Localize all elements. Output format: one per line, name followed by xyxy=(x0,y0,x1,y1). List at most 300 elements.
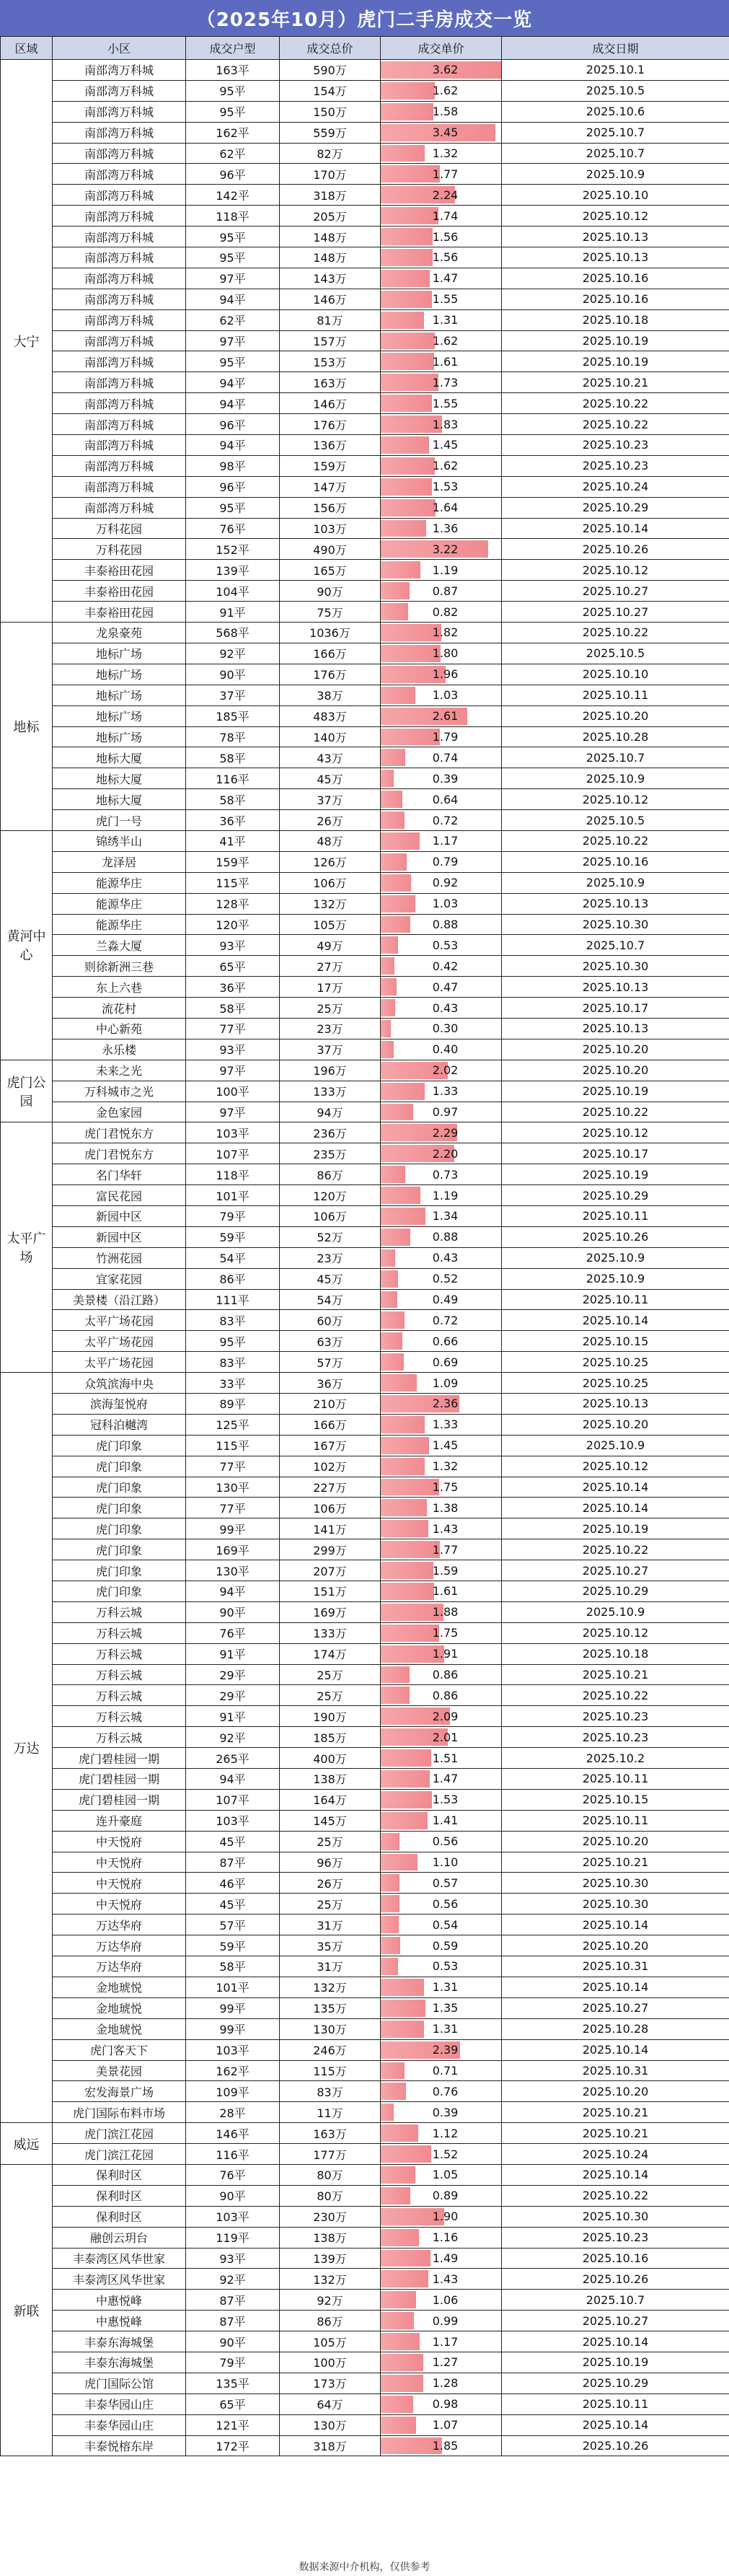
total-price-cell: 141万 xyxy=(280,1518,381,1539)
date-cell: 2025.10.20 xyxy=(502,1039,729,1060)
unit-price-cell xyxy=(381,289,502,309)
unit-price-bar xyxy=(381,2375,423,2392)
unit-price-value: 1.35 xyxy=(432,2001,459,2015)
total-price-cell: 35万 xyxy=(280,1935,381,1956)
date-cell: 2025.10.14 xyxy=(502,1310,729,1331)
unit-price-value: 1.03 xyxy=(432,897,459,911)
unit-price-bar xyxy=(381,916,410,933)
unit-price-bar xyxy=(381,1270,398,1288)
unit-price-cell xyxy=(381,956,502,977)
community-cell: 虎门印象 xyxy=(53,1498,186,1518)
date-cell: 2025.10.22 xyxy=(502,414,729,435)
unit-price-cell xyxy=(381,747,502,768)
header-layout: 成交户型 xyxy=(186,37,280,60)
community-cell: 地标广场 xyxy=(53,726,186,747)
table-row xyxy=(1,80,729,101)
total-price-cell: 1036万 xyxy=(280,623,381,643)
layout-cell: 95平 xyxy=(186,351,280,372)
unit-price-bar xyxy=(381,1104,413,1121)
unit-price-cell xyxy=(381,518,502,539)
total-price-cell: 150万 xyxy=(280,101,381,122)
unit-price-value: 1.62 xyxy=(432,84,459,98)
date-cell: 2025.10.11 xyxy=(502,1810,729,1831)
date-cell: 2025.10.27 xyxy=(502,581,729,602)
unit-price-value: 2.61 xyxy=(432,709,459,724)
table-row xyxy=(1,60,729,81)
unit-price-bar xyxy=(381,1895,399,1912)
total-price-cell: 490万 xyxy=(280,539,381,560)
community-cell: 南部湾万科城 xyxy=(53,164,186,185)
unit-price-cell xyxy=(381,1435,502,1456)
total-price-cell: 164万 xyxy=(280,1789,381,1810)
date-cell: 2025.10.19 xyxy=(502,1518,729,1539)
total-price-cell: 132万 xyxy=(280,2269,381,2290)
unit-price-bar xyxy=(381,2104,394,2121)
layout-cell: 92平 xyxy=(186,2269,280,2290)
unit-price-cell xyxy=(381,2248,502,2269)
community-cell: 万科城市之光 xyxy=(53,1081,186,1102)
unit-price-cell xyxy=(381,2269,502,2290)
table-row xyxy=(1,643,729,664)
total-price-cell: 45万 xyxy=(280,1268,381,1289)
unit-price-value: 0.97 xyxy=(432,1104,459,1119)
table-row xyxy=(1,2123,729,2144)
unit-price-bar xyxy=(381,1812,428,1829)
unit-price-value: 1.56 xyxy=(432,250,459,265)
community-cell: 中惠悦峰 xyxy=(53,2290,186,2311)
unit-price-bar xyxy=(381,874,411,892)
layout-cell: 159平 xyxy=(186,851,280,872)
table-row xyxy=(1,1268,729,1289)
unit-price-cell xyxy=(381,1185,502,1206)
table-row xyxy=(1,872,729,893)
unit-price-cell xyxy=(381,1018,502,1039)
date-cell: 2025.10.27 xyxy=(502,2311,729,2331)
unit-price-cell xyxy=(381,1601,502,1622)
date-cell: 2025.10.9 xyxy=(502,1601,729,1622)
unit-price-cell xyxy=(381,2290,502,2311)
unit-price-value: 1.17 xyxy=(432,834,459,848)
date-cell: 2025.10.22 xyxy=(502,830,729,851)
table-row xyxy=(1,1935,729,1956)
layout-cell: 104平 xyxy=(186,581,280,602)
unit-price-cell xyxy=(381,2102,502,2123)
community-cell: 虎门国际布料市场 xyxy=(53,2102,186,2123)
community-cell: 万科云城 xyxy=(53,1685,186,1706)
community-cell: 融创云玥台 xyxy=(53,2227,186,2248)
total-price-cell: 25万 xyxy=(280,998,381,1019)
table-row xyxy=(1,2352,729,2373)
unit-price-bar xyxy=(381,1437,429,1454)
unit-price-bar xyxy=(381,1228,410,1246)
community-cell: 丰泰裕田花园 xyxy=(53,602,186,623)
table-row xyxy=(1,2311,729,2331)
community-cell: 美景花园 xyxy=(53,2060,186,2081)
community-cell: 虎门印象 xyxy=(53,1456,186,1477)
layout-cell: 92平 xyxy=(186,1727,280,1748)
unit-price-bar xyxy=(381,2000,425,2017)
community-cell: 流花村 xyxy=(53,998,186,1019)
community-cell: 虎门滨江花园 xyxy=(53,2144,186,2165)
total-price-cell: 80万 xyxy=(280,2185,381,2206)
date-cell: 2025.10.19 xyxy=(502,1081,729,1102)
table-row xyxy=(1,1997,729,2018)
total-price-cell: 23万 xyxy=(280,1247,381,1268)
unit-price-value: 0.82 xyxy=(432,605,459,619)
unit-price-cell xyxy=(381,1164,502,1185)
community-cell: 中天悦府 xyxy=(53,1852,186,1873)
date-cell: 2025.10.31 xyxy=(502,2060,729,2081)
total-price-cell: 31万 xyxy=(280,1956,381,1977)
unit-price-cell xyxy=(381,2352,502,2373)
table-row xyxy=(1,1185,729,1206)
unit-price-value: 0.71 xyxy=(432,2063,459,2078)
table-row xyxy=(1,726,729,747)
layout-cell: 77平 xyxy=(186,1018,280,1039)
unit-price-bar xyxy=(381,1249,395,1267)
unit-price-cell xyxy=(381,1205,502,1226)
date-cell: 2025.10.22 xyxy=(502,1685,729,1706)
total-price-cell: 299万 xyxy=(280,1539,381,1560)
community-cell: 中惠悦峰 xyxy=(53,2311,186,2331)
total-price-cell: 166万 xyxy=(280,643,381,664)
unit-price-value: 1.61 xyxy=(432,1584,459,1599)
unit-price-value: 1.09 xyxy=(432,1376,459,1390)
total-price-cell: 94万 xyxy=(280,1102,381,1122)
date-cell: 2025.10.16 xyxy=(502,289,729,309)
table-row xyxy=(1,1748,729,1769)
layout-cell: 58平 xyxy=(186,747,280,768)
layout-cell: 118平 xyxy=(186,206,280,227)
community-cell: 竹洲花园 xyxy=(53,1247,186,1268)
unit-price-value: 1.62 xyxy=(432,334,459,348)
header-date: 成交日期 xyxy=(502,37,729,60)
total-price-cell: 318万 xyxy=(280,185,381,206)
table-row xyxy=(1,2269,729,2290)
community-cell: 滨海玺悦府 xyxy=(53,1394,186,1415)
unit-price-bar xyxy=(381,1854,417,1871)
table-row xyxy=(1,1247,729,1268)
unit-price-value: 1.33 xyxy=(432,1417,459,1432)
table-row xyxy=(1,1498,729,1518)
layout-cell: 86平 xyxy=(186,1268,280,1289)
total-price-cell: 151万 xyxy=(280,1581,381,1602)
unit-price-value: 1.58 xyxy=(432,105,459,119)
date-cell: 2025.10.15 xyxy=(502,1789,729,1810)
date-cell: 2025.10.14 xyxy=(502,2164,729,2185)
community-cell: 丰泰湾区风华世家 xyxy=(53,2269,186,2290)
date-cell: 2025.10.21 xyxy=(502,1664,729,1685)
unit-price-value: 1.45 xyxy=(432,438,459,452)
unit-price-value: 1.49 xyxy=(432,2251,459,2265)
table-row xyxy=(1,1018,729,1039)
unit-price-value: 0.88 xyxy=(432,917,459,931)
header-community: 小区 xyxy=(53,37,186,60)
layout-cell: 111平 xyxy=(186,1289,280,1310)
date-cell: 2025.10.9 xyxy=(502,768,729,789)
unit-price-value: 1.31 xyxy=(432,313,459,328)
community-cell: 永乐楼 xyxy=(53,1039,186,1060)
region-cell: 威远 xyxy=(1,2123,53,2165)
unit-price-value: 1.06 xyxy=(432,2293,459,2307)
unit-price-value: 0.52 xyxy=(432,1272,459,1286)
community-cell: 龙泽居 xyxy=(53,851,186,872)
layout-cell: 90平 xyxy=(186,1601,280,1622)
unit-price-bar xyxy=(381,812,405,829)
date-cell: 2025.10.12 xyxy=(502,789,729,810)
community-cell: 金地琥悦 xyxy=(53,1977,186,1997)
total-price-cell: 153万 xyxy=(280,351,381,372)
unit-price-bar xyxy=(381,2021,424,2038)
layout-cell: 77平 xyxy=(186,1498,280,1518)
unit-price-cell xyxy=(381,268,502,289)
date-cell: 2025.10.5 xyxy=(502,80,729,101)
total-price-cell: 26万 xyxy=(280,810,381,831)
community-cell: 虎门印象 xyxy=(53,1539,186,1560)
community-cell: 南部湾万科城 xyxy=(53,101,186,122)
total-price-cell: 145万 xyxy=(280,1810,381,1831)
community-cell: 未来之光 xyxy=(53,1060,186,1081)
total-price-cell: 170万 xyxy=(280,164,381,185)
date-cell: 2025.10.22 xyxy=(502,1102,729,1122)
table-header-row xyxy=(1,37,729,60)
unit-price-value: 0.47 xyxy=(432,980,459,994)
transaction-table xyxy=(0,36,729,2456)
date-cell: 2025.10.9 xyxy=(502,872,729,893)
table-row xyxy=(1,2435,729,2456)
unit-price-cell xyxy=(381,1331,502,1352)
layout-cell: 36平 xyxy=(186,810,280,831)
total-price-cell: 37万 xyxy=(280,1039,381,1060)
date-cell: 2025.10.18 xyxy=(502,309,729,330)
community-cell: 兰淼大厦 xyxy=(53,935,186,956)
total-price-cell: 57万 xyxy=(280,1352,381,1373)
layout-cell: 65平 xyxy=(186,2393,280,2414)
unit-price-value: 0.43 xyxy=(432,1251,459,1265)
layout-cell: 45平 xyxy=(186,1831,280,1852)
date-cell: 2025.10.16 xyxy=(502,268,729,289)
total-price-cell: 227万 xyxy=(280,1477,381,1498)
unit-price-cell xyxy=(381,581,502,602)
total-price-cell: 143万 xyxy=(280,268,381,289)
community-cell: 保利时区 xyxy=(53,2164,186,2185)
unit-price-value: 1.33 xyxy=(432,1084,459,1099)
unit-price-cell xyxy=(381,330,502,351)
unit-price-bar xyxy=(381,1937,400,1954)
date-cell: 2025.10.9 xyxy=(502,1247,729,1268)
unit-price-cell xyxy=(381,560,502,581)
unit-price-cell xyxy=(381,2311,502,2331)
community-cell: 南部湾万科城 xyxy=(53,143,186,164)
unit-price-value: 0.57 xyxy=(432,1876,459,1890)
unit-price-cell xyxy=(381,80,502,101)
community-cell: 南部湾万科城 xyxy=(53,247,186,268)
layout-cell: 109平 xyxy=(186,2081,280,2102)
date-cell: 2025.10.27 xyxy=(502,602,729,623)
total-price-cell: 106万 xyxy=(280,1498,381,1518)
unit-price-bar xyxy=(381,1979,424,1996)
total-price-cell: 148万 xyxy=(280,227,381,247)
unit-price-bar xyxy=(381,2250,430,2267)
community-cell: 丰泰悦榕东岸 xyxy=(53,2435,186,2456)
date-cell: 2025.10.7 xyxy=(502,747,729,768)
unit-price-value: 0.43 xyxy=(432,1001,459,1015)
total-price-cell: 132万 xyxy=(280,1977,381,1997)
date-cell: 2025.10.29 xyxy=(502,1185,729,1206)
unit-price-value: 1.34 xyxy=(432,1209,459,1223)
unit-price-cell xyxy=(381,1706,502,1727)
community-cell: 丰泰裕田花园 xyxy=(53,581,186,602)
unit-price-cell xyxy=(381,414,502,435)
table-row xyxy=(1,1560,729,1581)
layout-cell: 115平 xyxy=(186,1435,280,1456)
total-price-cell: 136万 xyxy=(280,435,381,456)
layout-cell: 33平 xyxy=(186,1373,280,1394)
table-row xyxy=(1,1310,729,1331)
table-row xyxy=(1,206,729,227)
table-row xyxy=(1,247,729,268)
unit-price-cell xyxy=(381,810,502,831)
date-cell: 2025.10.19 xyxy=(502,351,729,372)
unit-price-cell xyxy=(381,768,502,789)
community-cell: 万科云城 xyxy=(53,1706,186,1727)
total-price-cell: 25万 xyxy=(280,1685,381,1706)
table-row xyxy=(1,435,729,456)
community-cell: 虎门国际公馆 xyxy=(53,2373,186,2393)
unit-price-value: 1.17 xyxy=(432,2334,459,2349)
unit-price-value: 2.24 xyxy=(432,188,459,202)
date-cell: 2025.10.30 xyxy=(502,914,729,935)
unit-price-cell xyxy=(381,2373,502,2393)
table-row xyxy=(1,2290,729,2311)
date-cell: 2025.10.27 xyxy=(502,1997,729,2018)
unit-price-cell xyxy=(381,789,502,810)
unit-price-value: 0.64 xyxy=(432,792,459,806)
layout-cell: 101平 xyxy=(186,1185,280,1206)
date-cell: 2025.10.11 xyxy=(502,685,729,705)
date-cell: 2025.10.13 xyxy=(502,1394,729,1415)
layout-cell: 59平 xyxy=(186,1935,280,1956)
total-price-cell: 246万 xyxy=(280,2039,381,2060)
total-price-cell: 115万 xyxy=(280,2060,381,2081)
layout-cell: 103平 xyxy=(186,2039,280,2060)
region-cell: 万达 xyxy=(1,1373,53,2123)
community-cell: 能源华庄 xyxy=(53,872,186,893)
community-cell: 则徐新洲三巷 xyxy=(53,956,186,977)
unit-price-cell xyxy=(381,2185,502,2206)
unit-price-value: 1.91 xyxy=(432,1647,459,1661)
unit-price-bar xyxy=(381,687,415,704)
date-cell: 2025.10.26 xyxy=(502,2435,729,2456)
header-region: 区域 xyxy=(1,37,53,60)
date-cell: 2025.10.22 xyxy=(502,393,729,414)
total-price-cell: 60万 xyxy=(280,1310,381,1331)
unit-price-cell xyxy=(381,1310,502,1331)
unit-price-cell xyxy=(381,1852,502,1873)
community-cell: 南部湾万科城 xyxy=(53,393,186,414)
layout-cell: 65平 xyxy=(186,956,280,977)
date-cell: 2025.10.30 xyxy=(502,1894,729,1915)
unit-price-bar xyxy=(381,2187,410,2204)
total-price-cell: 36万 xyxy=(280,1373,381,1394)
unit-price-value: 0.92 xyxy=(432,876,459,890)
unit-price-value: 1.41 xyxy=(432,1814,459,1828)
total-price-cell: 207万 xyxy=(280,1560,381,1581)
total-price-cell: 196万 xyxy=(280,1060,381,1081)
unit-price-cell xyxy=(381,227,502,247)
layout-cell: 95平 xyxy=(186,80,280,101)
unit-price-value: 0.54 xyxy=(432,1917,459,1932)
date-cell: 2025.10.20 xyxy=(502,1831,729,1852)
unit-price-cell xyxy=(381,1268,502,1289)
total-price-cell: 106万 xyxy=(280,1205,381,1226)
community-cell: 中天悦府 xyxy=(53,1873,186,1894)
layout-cell: 99平 xyxy=(186,1518,280,1539)
community-cell: 虎门君悦东方 xyxy=(53,1122,186,1143)
total-price-cell: 133万 xyxy=(280,1622,381,1643)
total-price-cell: 157万 xyxy=(280,330,381,351)
layout-cell: 128平 xyxy=(186,893,280,914)
layout-cell: 58平 xyxy=(186,998,280,1019)
community-cell: 南部湾万科城 xyxy=(53,122,186,143)
layout-cell: 78平 xyxy=(186,726,280,747)
unit-price-value: 2.09 xyxy=(432,1709,459,1723)
layout-cell: 54平 xyxy=(186,1247,280,1268)
community-cell: 名门华轩 xyxy=(53,1164,186,1185)
unit-price-cell xyxy=(381,1748,502,1769)
table-row xyxy=(1,414,729,435)
layout-cell: 119平 xyxy=(186,2227,280,2248)
community-cell: 万达华府 xyxy=(53,1956,186,1977)
table-row xyxy=(1,1435,729,1456)
community-cell: 虎门印象 xyxy=(53,1435,186,1456)
layout-cell: 100平 xyxy=(186,1081,280,1102)
community-cell: 龙泉豪苑 xyxy=(53,623,186,643)
layout-cell: 94平 xyxy=(186,289,280,309)
table-row xyxy=(1,998,729,1019)
layout-cell: 130平 xyxy=(186,1477,280,1498)
community-cell: 地标大厦 xyxy=(53,789,186,810)
date-cell: 2025.10.14 xyxy=(502,1477,729,1498)
community-cell: 地标大厦 xyxy=(53,768,186,789)
date-cell: 2025.10.13 xyxy=(502,227,729,247)
total-price-cell: 81万 xyxy=(280,309,381,330)
date-cell: 2025.10.26 xyxy=(502,2269,729,2290)
unit-price-cell xyxy=(381,1373,502,1394)
unit-price-cell xyxy=(381,2331,502,2352)
layout-cell: 76平 xyxy=(186,1622,280,1643)
total-price-cell: 147万 xyxy=(280,476,381,497)
unit-price-value: 0.49 xyxy=(432,1292,459,1306)
layout-cell: 83平 xyxy=(186,1352,280,1373)
date-cell: 2025.10.16 xyxy=(502,851,729,872)
layout-cell: 172平 xyxy=(186,2435,280,2456)
unit-price-value: 2.01 xyxy=(432,1730,459,1744)
unit-price-cell xyxy=(381,1622,502,1643)
total-price-cell: 165万 xyxy=(280,560,381,581)
unit-price-value: 2.02 xyxy=(432,1063,459,1078)
layout-cell: 97平 xyxy=(186,268,280,289)
table-row xyxy=(1,1289,729,1310)
layout-cell: 96平 xyxy=(186,414,280,435)
unit-price-cell xyxy=(381,2227,502,2248)
date-cell: 2025.10.20 xyxy=(502,705,729,726)
layout-cell: 28平 xyxy=(186,2102,280,2123)
unit-price-value: 1.53 xyxy=(432,480,459,494)
layout-cell: 103平 xyxy=(186,2206,280,2227)
unit-price-bar xyxy=(381,1499,427,1516)
unit-price-bar xyxy=(381,832,420,850)
